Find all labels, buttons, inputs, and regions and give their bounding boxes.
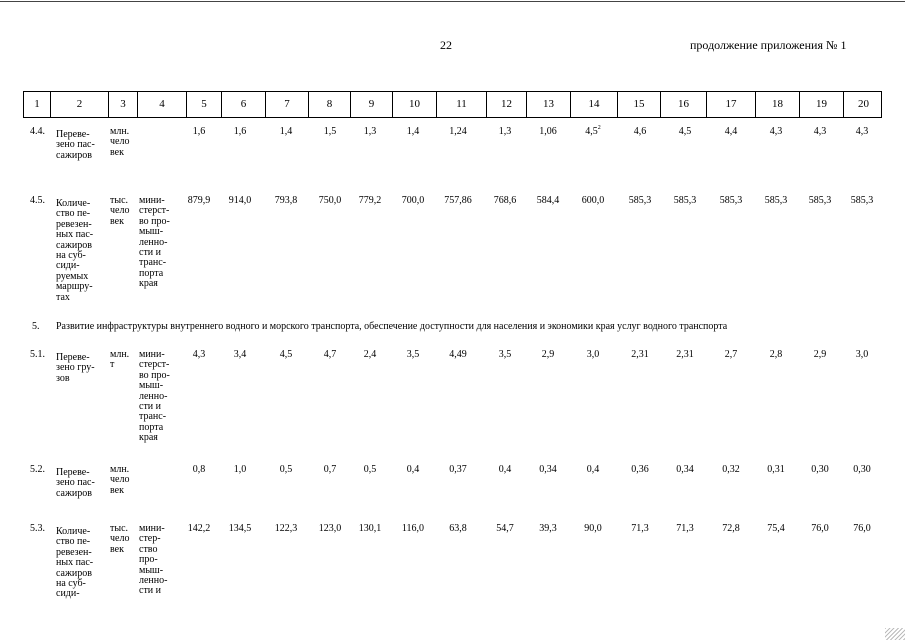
- value-cell: 0,34: [539, 464, 557, 475]
- value-cell: 1,24: [449, 126, 467, 137]
- value-cell: 1,5: [323, 126, 337, 137]
- value-cell: 0,4: [406, 464, 420, 475]
- scan-edge-artifact: [885, 628, 905, 640]
- row-id: 4.5.: [30, 195, 45, 206]
- value-cell: 768,6: [493, 195, 517, 206]
- column-header: 17: [707, 92, 756, 117]
- column-header: 19: [800, 92, 844, 117]
- value-cell: 4,4: [724, 126, 738, 137]
- value-cell: 584,4: [536, 195, 560, 206]
- value-cell: 600,0: [581, 195, 605, 206]
- column-header: 4: [138, 92, 187, 117]
- column-header: 5: [187, 92, 222, 117]
- value-cell: 0,4: [498, 464, 512, 475]
- row-id: 5.1.: [30, 349, 45, 360]
- table-header-row: [23, 91, 882, 118]
- value-cell: 0,5: [279, 464, 293, 475]
- column-header: 1: [24, 92, 51, 117]
- value-cell: 3,5: [498, 349, 512, 360]
- value-cell: 2,9: [541, 349, 555, 360]
- value-cell: 4,3: [769, 126, 783, 137]
- value-cell: 63,8: [449, 523, 467, 534]
- value-cell: 134,5: [228, 523, 252, 534]
- value-cell: 1,4: [279, 126, 293, 137]
- indicator-name: Переве- зено пас- сажиров: [56, 129, 95, 161]
- value-cell: 142,2: [187, 523, 211, 534]
- value-cell: 0,31: [767, 464, 785, 475]
- column-header: 18: [756, 92, 800, 117]
- value-cell: 1,06: [539, 126, 557, 137]
- value-cell: 4,3: [855, 126, 869, 137]
- row-id: 5.3.: [30, 523, 45, 534]
- value-cell: 0,36: [631, 464, 649, 475]
- responsible-org: мини- стер- ство про- мыш- ленно- сти и: [139, 523, 168, 597]
- value-cell: 1,4: [406, 126, 420, 137]
- value-cell: 0,34: [676, 464, 694, 475]
- value-cell: 1,6: [233, 126, 247, 137]
- unit-of-measure: млн. чело век: [110, 126, 130, 158]
- column-header: 3: [109, 92, 138, 117]
- column-header: 8: [309, 92, 351, 117]
- value-cell: 585,3: [628, 195, 652, 206]
- value-cell: 0,8: [192, 464, 206, 475]
- top-border-line: [0, 1, 905, 2]
- indicator-name: Переве- зено гру- зов: [56, 352, 95, 384]
- value-cell: 0,7: [323, 464, 337, 475]
- page-number: 22: [440, 38, 452, 52]
- value-cell: 4,49: [449, 349, 467, 360]
- unit-of-measure: млн. чело век: [110, 464, 130, 496]
- value-cell: 585,3: [719, 195, 743, 206]
- value-cell: 2,9: [813, 349, 827, 360]
- responsible-org: мини- стерст- во про- мыш- ленно- сти и транс- порта края: [139, 349, 170, 444]
- value-cell: 1,3: [498, 126, 512, 137]
- value-cell: 4,5: [678, 126, 692, 137]
- value-cell: 71,3: [631, 523, 649, 534]
- column-header: 7: [266, 92, 309, 117]
- value-cell: 39,3: [539, 523, 557, 534]
- column-header: 12: [487, 92, 527, 117]
- indicator-name: Количе- ство пе- ревезен- ных пас- сажиров на суб- сиди- руемых маршру- тах: [56, 198, 94, 303]
- value-cell: 700,0: [401, 195, 425, 206]
- column-header: 2: [51, 92, 109, 117]
- value-cell: 90,0: [584, 523, 602, 534]
- value-cell: 54,7: [496, 523, 514, 534]
- column-header: 11: [437, 92, 487, 117]
- value-cell: 793,8: [274, 195, 298, 206]
- value-cell: 3,5: [406, 349, 420, 360]
- value-cell: 71,3: [676, 523, 694, 534]
- value-cell: 2,31: [676, 349, 694, 360]
- value-cell: 585,3: [850, 195, 874, 206]
- value-cell: 585,3: [764, 195, 788, 206]
- unit-of-measure: тыс. чело век: [110, 523, 130, 555]
- column-header: 15: [618, 92, 661, 117]
- value-cell: 76,0: [811, 523, 829, 534]
- value-cell: 2,8: [769, 349, 783, 360]
- value-cell: 1,0: [233, 464, 247, 475]
- value-cell: 4,7: [323, 349, 337, 360]
- value-cell: 1,6: [192, 126, 206, 137]
- value-cell: $4,5^2$: [585, 125, 601, 137]
- value-cell: 116,0: [401, 523, 425, 534]
- column-header: 16: [661, 92, 707, 117]
- row-id: 5.2.: [30, 464, 45, 475]
- indicator-name: Переве- зено пас- сажиров: [56, 467, 95, 499]
- column-header: 20: [858, 98, 869, 110]
- value-cell: 585,3: [673, 195, 697, 206]
- value-cell: 75,4: [767, 523, 785, 534]
- value-cell: 4,6: [633, 126, 647, 137]
- value-cell: 0,32: [722, 464, 740, 475]
- value-cell: 130,1: [358, 523, 382, 534]
- column-header: 14: [571, 92, 618, 117]
- section-number: 5.: [32, 321, 40, 332]
- responsible-org: мини- стерст- во про- мыш- ленно- сти и транс- порта края: [139, 195, 170, 290]
- value-cell: 3,4: [233, 349, 247, 360]
- value-cell: 3,0: [855, 349, 869, 360]
- column-header: 9: [351, 92, 393, 117]
- value-cell: 0,30: [853, 464, 871, 475]
- value-cell: 0,5: [363, 464, 377, 475]
- value-cell: 914,0: [228, 195, 252, 206]
- value-cell: 585,3: [808, 195, 832, 206]
- value-cell: 757,86: [444, 195, 472, 206]
- value-cell: 72,8: [722, 523, 740, 534]
- value-cell: 2,4: [363, 349, 377, 360]
- column-header: 13: [527, 92, 571, 117]
- column-header: 6: [222, 92, 266, 117]
- value-cell: 123,0: [318, 523, 342, 534]
- value-cell: 4,3: [192, 349, 206, 360]
- value-cell: 76,0: [853, 523, 871, 534]
- value-cell: 0,4: [586, 464, 600, 475]
- indicator-name: Количе- ство пе- ревезен- ных пас- сажиров на суб- сиди-: [56, 526, 94, 600]
- value-cell: 122,3: [274, 523, 298, 534]
- value-cell: 779,2: [358, 195, 382, 206]
- value-cell: 1,3: [363, 126, 377, 137]
- value-cell: 2,31: [631, 349, 649, 360]
- value-cell: 0,30: [811, 464, 829, 475]
- value-cell: 2,7: [724, 349, 738, 360]
- value-cell: 4,3: [813, 126, 827, 137]
- value-cell: 0,37: [449, 464, 467, 475]
- value-cell: 750,0: [318, 195, 342, 206]
- value-cell: 879,9: [187, 195, 211, 206]
- unit-of-measure: тыс. чело век: [110, 195, 130, 227]
- value-cell: 4,5: [279, 349, 293, 360]
- value-cell: 3,0: [586, 349, 600, 360]
- footnote-marker: 2: [597, 125, 601, 131]
- section-title: Развитие инфраструктуры внутреннего водного и морского транспорта, обеспечение доступности для населения и экономики края услуг водного транспорта: [56, 321, 728, 332]
- column-header: 10: [393, 92, 437, 117]
- row-id: 4.4.: [30, 126, 45, 137]
- unit-of-measure: млн. т: [110, 349, 130, 371]
- appendix-continuation-header: продолжение приложения № 1: [690, 38, 847, 52]
